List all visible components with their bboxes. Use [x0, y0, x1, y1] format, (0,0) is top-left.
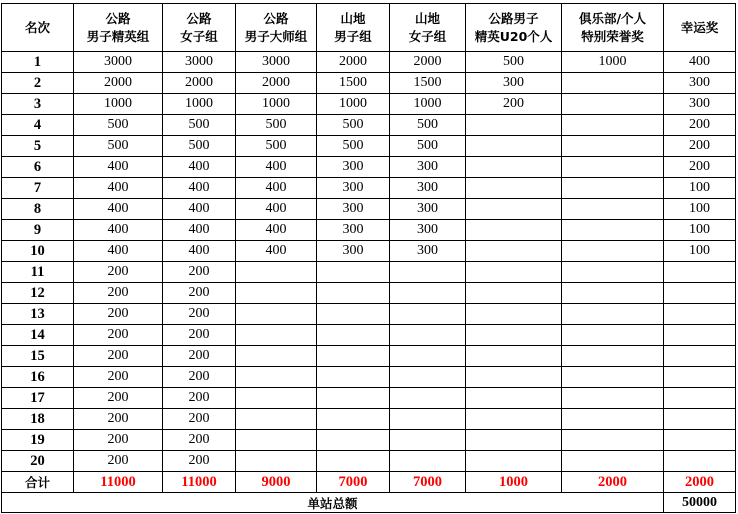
rank-cell: 1 [2, 52, 74, 73]
prize-cell [466, 157, 562, 178]
rank-cell: 10 [2, 241, 74, 262]
prize-cell: 2000 [74, 73, 163, 94]
table-row [2, 115, 736, 136]
prize-cell: 500 [236, 115, 317, 136]
prize-cell [317, 430, 390, 451]
column-header-line: 女子组 [180, 28, 218, 44]
prize-cell: 1500 [390, 73, 466, 94]
prize-cell: 400 [74, 220, 163, 241]
prize-table [1, 3, 736, 513]
rank-cell: 18 [2, 409, 74, 430]
prize-cell: 100 [664, 241, 736, 262]
column-header-line: 精英U20个人 [474, 28, 553, 44]
rank-cell: 19 [2, 430, 74, 451]
total-value: 11000 [163, 472, 236, 493]
prize-cell: 1000 [163, 94, 236, 115]
rank-cell: 8 [2, 199, 74, 220]
prize-cell [466, 262, 562, 283]
prize-cell [562, 94, 664, 115]
prize-cell [317, 367, 390, 388]
column-header-line: 男子组 [334, 28, 372, 44]
prize-cell: 200 [664, 157, 736, 178]
prize-cell: 200 [664, 136, 736, 157]
total-value: 11000 [74, 472, 163, 493]
prize-cell [236, 325, 317, 346]
rank-cell: 3 [2, 94, 74, 115]
prize-cell: 200 [163, 283, 236, 304]
prize-cell: 100 [664, 199, 736, 220]
prize-cell: 300 [390, 220, 466, 241]
table-row [2, 409, 736, 430]
prize-cell [664, 304, 736, 325]
prize-cell [664, 430, 736, 451]
prize-cell [236, 283, 317, 304]
prize-cell: 2000 [236, 73, 317, 94]
column-header-line: 山地 [340, 10, 366, 26]
prize-cell: 500 [74, 136, 163, 157]
prize-cell [466, 241, 562, 262]
column-header-line: 男子大师组 [244, 28, 308, 44]
header-row [2, 4, 736, 52]
prize-cell [562, 430, 664, 451]
prize-cell [562, 283, 664, 304]
prize-cell: 400 [163, 220, 236, 241]
rank-cell: 5 [2, 136, 74, 157]
column-header [664, 4, 736, 52]
grand-total-row [2, 493, 736, 513]
table-row [2, 52, 736, 73]
rank-cell: 16 [2, 367, 74, 388]
prize-cell [466, 220, 562, 241]
rank-cell: 4 [2, 115, 74, 136]
prize-cell: 300 [390, 178, 466, 199]
column-header-line: 名次 [24, 19, 50, 35]
rank-cell: 14 [2, 325, 74, 346]
prize-cell [562, 367, 664, 388]
prize-cell [562, 346, 664, 367]
prize-cell: 200 [163, 430, 236, 451]
column-header [163, 4, 236, 52]
prize-cell [466, 178, 562, 199]
prize-cell: 100 [664, 220, 736, 241]
rank-cell: 2 [2, 73, 74, 94]
prize-cell: 100 [664, 178, 736, 199]
prize-cell: 200 [74, 367, 163, 388]
table-row [2, 178, 736, 199]
prize-cell [390, 262, 466, 283]
grand-total-value: 50000 [664, 493, 736, 513]
prize-cell [562, 451, 664, 472]
prize-cell: 500 [74, 115, 163, 136]
prize-cell [390, 304, 466, 325]
column-header [562, 4, 664, 52]
prize-cell [562, 136, 664, 157]
prize-cell: 400 [236, 199, 317, 220]
prize-cell [317, 283, 390, 304]
total-value: 9000 [236, 472, 317, 493]
prize-cell [664, 451, 736, 472]
prize-cell [562, 262, 664, 283]
prize-cell: 400 [74, 199, 163, 220]
table-row [2, 199, 736, 220]
table-row [2, 94, 736, 115]
prize-cell: 500 [317, 136, 390, 157]
column-header-line: 公路 [186, 10, 212, 26]
prize-cell: 1000 [390, 94, 466, 115]
column-header [236, 4, 317, 52]
prize-cell: 400 [236, 157, 317, 178]
prize-cell: 300 [317, 157, 390, 178]
prize-cell [317, 451, 390, 472]
prize-cell: 500 [236, 136, 317, 157]
prize-cell [466, 115, 562, 136]
column-header [317, 4, 390, 52]
prize-cell: 400 [74, 178, 163, 199]
prize-cell [390, 430, 466, 451]
prize-cell [466, 136, 562, 157]
table-row [2, 430, 736, 451]
rank-cell: 12 [2, 283, 74, 304]
prize-cell: 400 [163, 157, 236, 178]
rank-cell: 9 [2, 220, 74, 241]
prize-cell: 400 [163, 178, 236, 199]
prize-cell [390, 388, 466, 409]
column-header-line: 特别荣誉奖 [581, 28, 644, 44]
rank-cell: 11 [2, 262, 74, 283]
column-header [74, 4, 163, 52]
prize-cell: 300 [390, 241, 466, 262]
prize-cell: 2000 [317, 52, 390, 73]
prize-cell: 400 [236, 241, 317, 262]
prize-cell: 200 [74, 451, 163, 472]
prize-cell: 300 [664, 73, 736, 94]
prize-cell: 500 [390, 136, 466, 157]
prize-cell: 200 [163, 409, 236, 430]
table-row [2, 346, 736, 367]
prize-cell: 300 [317, 178, 390, 199]
prize-cell [664, 283, 736, 304]
table-row [2, 136, 736, 157]
prize-cell [562, 199, 664, 220]
prize-cell: 500 [163, 115, 236, 136]
total-row [2, 472, 736, 493]
prize-cell: 200 [664, 115, 736, 136]
prize-cell: 200 [163, 346, 236, 367]
table-row [2, 283, 736, 304]
prize-cell [317, 262, 390, 283]
column-header-line: 男子精英组 [86, 28, 150, 44]
prize-cell [664, 346, 736, 367]
prize-cell: 400 [664, 52, 736, 73]
prize-cell [390, 346, 466, 367]
prize-cell [664, 367, 736, 388]
total-value: 2000 [664, 472, 736, 493]
table-row [2, 220, 736, 241]
prize-cell: 200 [74, 283, 163, 304]
rank-cell: 13 [2, 304, 74, 325]
prize-cell: 200 [163, 325, 236, 346]
prize-cell [236, 367, 317, 388]
prize-cell [562, 73, 664, 94]
prize-cell: 2000 [163, 73, 236, 94]
total-value: 2000 [562, 472, 664, 493]
prize-cell: 200 [74, 262, 163, 283]
prize-cell: 300 [466, 73, 562, 94]
total-label: 合计 [2, 472, 74, 493]
prize-cell [466, 430, 562, 451]
prize-cell: 200 [163, 262, 236, 283]
prize-cell [317, 325, 390, 346]
table-row [2, 73, 736, 94]
prize-cell: 300 [390, 157, 466, 178]
total-value: 7000 [317, 472, 390, 493]
prize-cell: 300 [664, 94, 736, 115]
prize-cell: 400 [236, 220, 317, 241]
prize-cell: 3000 [74, 52, 163, 73]
prize-cell [466, 199, 562, 220]
prize-cell: 1000 [562, 52, 664, 73]
table-row [2, 157, 736, 178]
prize-cell: 200 [74, 346, 163, 367]
prize-cell [236, 409, 317, 430]
prize-cell [466, 451, 562, 472]
rank-cell: 15 [2, 346, 74, 367]
table-row [2, 325, 736, 346]
rank-cell: 7 [2, 178, 74, 199]
prize-cell: 400 [163, 241, 236, 262]
prize-cell: 500 [390, 115, 466, 136]
prize-cell: 400 [74, 157, 163, 178]
column-header [2, 4, 74, 52]
table-row [2, 241, 736, 262]
prize-cell [466, 346, 562, 367]
prize-cell [562, 304, 664, 325]
grand-total-label: 单站总额 [2, 493, 664, 513]
prize-cell [562, 220, 664, 241]
prize-cell [562, 241, 664, 262]
table-body [2, 52, 736, 472]
prize-cell: 400 [163, 199, 236, 220]
prize-cell: 500 [317, 115, 390, 136]
prize-cell [236, 388, 317, 409]
prize-cell [466, 325, 562, 346]
prize-cell: 300 [317, 241, 390, 262]
prize-cell: 3000 [236, 52, 317, 73]
prize-cell [236, 451, 317, 472]
prize-cell [317, 346, 390, 367]
prize-cell: 200 [74, 430, 163, 451]
prize-cell: 500 [466, 52, 562, 73]
prize-cell [236, 262, 317, 283]
prize-cell: 3000 [163, 52, 236, 73]
column-header-line: 公路 [263, 10, 289, 26]
prize-cell: 200 [74, 409, 163, 430]
prize-cell: 200 [74, 325, 163, 346]
prize-cell: 300 [317, 199, 390, 220]
prize-cell [466, 283, 562, 304]
prize-cell: 200 [163, 367, 236, 388]
table-row [2, 388, 736, 409]
column-header-line: 俱乐部/个人 [578, 10, 647, 26]
column-header-line: 山地 [414, 10, 440, 26]
rank-cell: 17 [2, 388, 74, 409]
column-header-line: 幸运奖 [680, 19, 719, 35]
prize-cell: 200 [163, 388, 236, 409]
table-row [2, 451, 736, 472]
column-header [390, 4, 466, 52]
prize-cell: 400 [74, 241, 163, 262]
prize-cell [390, 325, 466, 346]
prize-cell [236, 430, 317, 451]
prize-cell [562, 115, 664, 136]
prize-cell: 300 [390, 199, 466, 220]
column-header-line: 女子组 [408, 28, 447, 44]
prize-cell: 2000 [390, 52, 466, 73]
prize-cell [390, 409, 466, 430]
prize-cell [562, 178, 664, 199]
prize-cell [562, 157, 664, 178]
prize-cell: 200 [74, 388, 163, 409]
prize-cell [562, 325, 664, 346]
prize-cell [317, 388, 390, 409]
total-value: 7000 [390, 472, 466, 493]
prize-cell: 1000 [74, 94, 163, 115]
prize-cell [562, 409, 664, 430]
prize-cell [466, 367, 562, 388]
prize-cell: 200 [466, 94, 562, 115]
table-row [2, 367, 736, 388]
prize-cell [390, 283, 466, 304]
column-header-line: 公路男子 [488, 10, 539, 26]
prize-cell [664, 409, 736, 430]
prize-cell [466, 388, 562, 409]
prize-cell [390, 451, 466, 472]
prize-cell: 500 [163, 136, 236, 157]
prize-cell [466, 409, 562, 430]
prize-cell: 1000 [317, 94, 390, 115]
prize-cell: 200 [163, 304, 236, 325]
prize-cell: 200 [74, 304, 163, 325]
prize-cell: 400 [236, 178, 317, 199]
prize-cell: 1500 [317, 73, 390, 94]
prize-cell [664, 325, 736, 346]
prize-cell [562, 388, 664, 409]
total-value: 1000 [466, 472, 562, 493]
prize-cell [236, 346, 317, 367]
prize-cell: 300 [317, 220, 390, 241]
prize-cell: 200 [163, 451, 236, 472]
prize-cell [317, 409, 390, 430]
prize-cell [466, 304, 562, 325]
prize-cell [664, 388, 736, 409]
prize-cell: 1000 [236, 94, 317, 115]
table-row [2, 304, 736, 325]
column-header-line: 公路 [105, 10, 131, 26]
prize-cell [317, 304, 390, 325]
prize-cell [236, 304, 317, 325]
prize-cell [390, 367, 466, 388]
column-header [466, 4, 562, 52]
rank-cell: 6 [2, 157, 74, 178]
prize-cell [664, 262, 736, 283]
rank-cell: 20 [2, 451, 74, 472]
table-row [2, 262, 736, 283]
